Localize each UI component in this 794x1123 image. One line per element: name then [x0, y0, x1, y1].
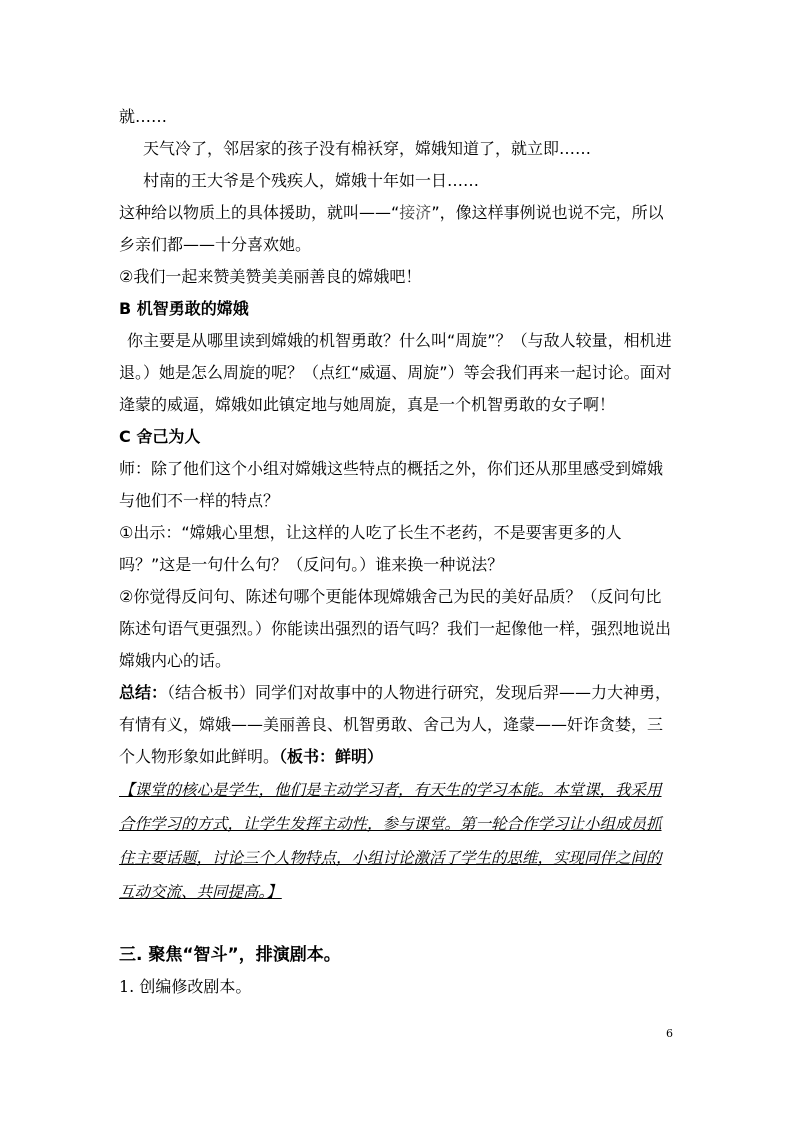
paragraph-jieji	[119, 197, 675, 261]
summary-board: （板书：鲜明）	[279, 747, 384, 766]
text-span: 这种给以物质上的具体援助，就叫——“	[119, 203, 400, 222]
page-number: 6	[666, 1027, 673, 1040]
paragraph-line: 就……	[119, 107, 168, 126]
paragraph-teacher: 师：除了他们这个小组对嫦娥这些特点的概括之外，你们还从那里感受到嫦娥与他们不一样的特点？	[119, 459, 664, 510]
paragraph-rhetorical: ②你觉得反问句、陈述句哪个更能体现嫦娥舍己为民的美好品质？（反问句比陈述句语气更强烈。）你能读出强烈的语气吗？我们一起像他一样，强烈地说出嫦娥内心的话。	[119, 587, 672, 670]
list-item-1: 1. 创编修改剧本。	[119, 977, 252, 996]
paragraph-line: ②我们一起来赞美赞美美丽善良的嫦娥吧！	[119, 267, 422, 286]
paragraph-zhouxuan: 你主要是从哪里读到嫦娥的机智勇敢？什么叫“周旋”？（与敌人较量，相机进退。）她是怎么周旋的呢？（点红“威逼、周旋”）等会我们再来一起讨论。面对逄蒙的威逼，嫦娥如此镇定地与她周旋，真是一个机智勇敢的女子啊！	[119, 331, 672, 414]
paragraph-line: 村南的王大爷是个残疾人，嫦娥十年如一日……	[143, 171, 480, 190]
summary-paragraph	[119, 677, 675, 773]
highlight-term: 接济	[399, 203, 432, 222]
paragraph-line: 天气冷了，邻居家的孩子没有棉袄穿，嫦娥知道了，就立即……	[143, 139, 592, 158]
text-span: ”，像这样事例说也说不完，所以乡亲们都——十分喜欢她。	[119, 203, 664, 254]
summary-label: 总结：	[119, 683, 168, 702]
teacher-reflection-comment: 【课堂的核心是学生，他们是主动学习者，有天生的学习本能。本堂课，我采用合作学习的方式，让学生发挥主动性，参与课堂。第一轮合作学习让小组成员抓住主要话题，讨论三个人物特点，小组讨论激活了学生的思维，实现同伴之间的互动交流、共同提高。】	[119, 781, 662, 901]
subheading-b: B 机智勇敢的嫦娥	[119, 299, 249, 318]
paragraph-show: ①出示：“嫦娥心里想，让这样的人吃了长生不老药，不是要害更多的人吗？”这是一句什么句？（反问句。）谁来换一种说法？	[119, 523, 622, 574]
section-heading-3: 三. 聚焦“智斗”，排演剧本。	[119, 945, 341, 965]
page-content	[119, 101, 675, 1003]
subheading-c: C 舍己为人	[119, 427, 201, 446]
summary-text: （结合板书）同学们对故事中的人物进行研究，发现后羿——力大神勇，有情有义，嫦娥——美丽善良、机智勇敢、舍己为人，逄蒙——奸诈贪婪，三个人物形象如此鲜明。	[119, 683, 672, 766]
